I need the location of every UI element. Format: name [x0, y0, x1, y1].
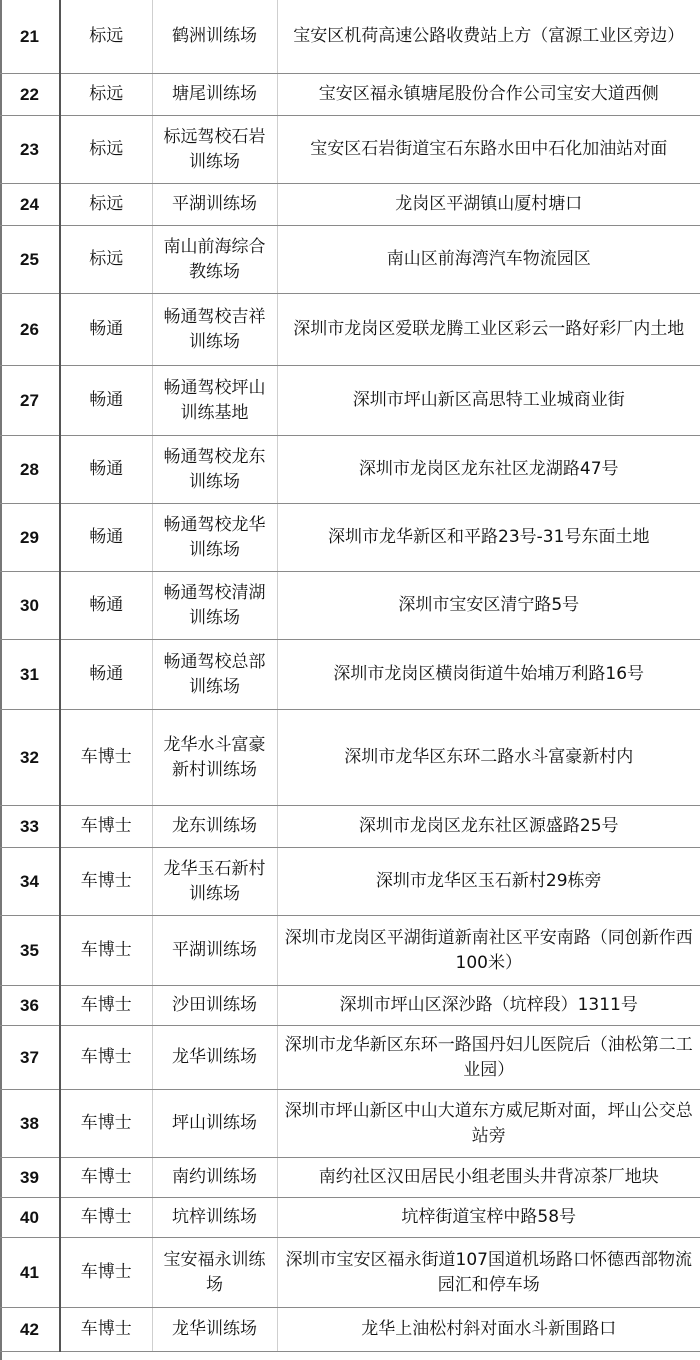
driving-school-cell: 车博士: [60, 848, 152, 916]
row-number-cell: 39: [0, 1158, 60, 1198]
row-number-cell: 41: [0, 1238, 60, 1308]
table-row: [0, 1158, 700, 1198]
row-number-cell: 26: [0, 294, 60, 366]
table-row: [0, 640, 700, 710]
address-cell: 深圳市坪山区深沙路（坑梓段）1311号: [277, 986, 700, 1026]
row-number-cell: 42: [0, 1308, 60, 1352]
table-row: [0, 116, 700, 184]
address-cell: 深圳市龙岗区龙东社区龙湖路47号: [277, 436, 700, 504]
row-number-cell: 38: [0, 1090, 60, 1158]
row-number-cell: 36: [0, 986, 60, 1026]
table-row: [0, 294, 700, 366]
driving-school-cell: 畅通: [60, 294, 152, 366]
row-number-cell: 24: [0, 184, 60, 226]
row-number-cell: 23: [0, 116, 60, 184]
table-row: [0, 986, 700, 1026]
row-number-cell: 32: [0, 710, 60, 806]
row-number-cell: 34: [0, 848, 60, 916]
row-number-cell: 22: [0, 74, 60, 116]
table-row: [0, 0, 700, 74]
table-row: [0, 916, 700, 986]
training-site-cell: 畅通驾校龙东训练场: [152, 436, 277, 504]
training-site-cell: 龙东训练场: [152, 806, 277, 848]
table-row: [0, 1198, 700, 1238]
address-cell: 深圳市龙华新区东环一路国丹妇儿医院后（油松第二工业园）: [277, 1026, 700, 1090]
driving-school-cell: 车博士: [60, 1158, 152, 1198]
training-site-cell: 坑梓训练场: [152, 1198, 277, 1238]
address-cell: 宝安区机荷高速公路收费站上方（富源工业区旁边）: [277, 0, 700, 74]
table-row: [0, 74, 700, 116]
training-site-cell: 塘尾训练场: [152, 74, 277, 116]
driving-school-cell: 畅通: [60, 366, 152, 436]
training-site-cell: 畅通驾校总部训练场: [152, 640, 277, 710]
driving-school-cell: 畅通: [60, 572, 152, 640]
row-number-cell: 35: [0, 916, 60, 986]
row-number-cell: 29: [0, 504, 60, 572]
driving-school-cell: 标远: [60, 184, 152, 226]
address-cell: 坑梓街道宝梓中路58号: [277, 1198, 700, 1238]
driving-school-cell: 车博士: [60, 986, 152, 1026]
training-site-cell: 龙华训练场: [152, 1026, 277, 1090]
training-site-cell: 畅通驾校吉祥训练场: [152, 294, 277, 366]
table-row: [0, 436, 700, 504]
row-number-cell: 30: [0, 572, 60, 640]
training-site-cell: 宝安福永训练场: [152, 1238, 277, 1308]
driving-school-cell: 车博士: [60, 916, 152, 986]
table-row: [0, 710, 700, 806]
driving-school-cell: 畅通: [60, 640, 152, 710]
training-site-cell: 标远驾校石岩训练场: [152, 116, 277, 184]
training-site-cell: 平湖训练场: [152, 916, 277, 986]
address-cell: 龙岗区平湖镇山厦村塘口: [277, 184, 700, 226]
row-number-cell: 33: [0, 806, 60, 848]
row-number-cell: 27: [0, 366, 60, 436]
training-site-cell: 平湖训练场: [152, 184, 277, 226]
training-site-cell: 沙田训练场: [152, 986, 277, 1026]
table-row: [0, 1238, 700, 1308]
table-row: [0, 1090, 700, 1158]
table-row: [0, 848, 700, 916]
address-cell: 宝安区福永镇塘尾股份合作公司宝安大道西侧: [277, 74, 700, 116]
address-cell: 深圳市龙岗区平湖街道新南社区平安南路（同创新作西100米）: [277, 916, 700, 986]
driving-school-cell: 车博士: [60, 1238, 152, 1308]
training-site-cell: 南约训练场: [152, 1158, 277, 1198]
training-site-cell: 畅通驾校坪山训练基地: [152, 366, 277, 436]
driving-school-cell: 车博士: [60, 806, 152, 848]
address-cell: 深圳市龙岗区龙东社区源盛路25号: [277, 806, 700, 848]
training-site-cell: 龙华水斗富豪新村训练场: [152, 710, 277, 806]
driving-school-cell: 标远: [60, 116, 152, 184]
row-number-cell: 37: [0, 1026, 60, 1090]
driving-school-cell: 车博士: [60, 1090, 152, 1158]
row-number-cell: 28: [0, 436, 60, 504]
row-number-cell: 25: [0, 226, 60, 294]
address-cell: 深圳市龙华区玉石新村29栋旁: [277, 848, 700, 916]
training-site-cell: 畅通驾校龙华训练场: [152, 504, 277, 572]
training-site-cell: 畅通驾校清湖训练场: [152, 572, 277, 640]
address-cell: 深圳市坪山新区高思特工业城商业街: [277, 366, 700, 436]
driving-school-cell: 标远: [60, 226, 152, 294]
table-row: [0, 1026, 700, 1090]
driving-school-cell: 车博士: [60, 1026, 152, 1090]
table-row: [0, 184, 700, 226]
training-site-cell: 南山前海综合教练场: [152, 226, 277, 294]
address-cell: 龙华上油松村斜对面水斗新围路口: [277, 1308, 700, 1352]
training-site-cell: 鹤洲训练场: [152, 0, 277, 74]
row-number-cell: 21: [0, 0, 60, 74]
address-cell: 深圳市坪山新区中山大道东方威尼斯对面，坪山公交总站旁: [277, 1090, 700, 1158]
training-site-cell: 龙华玉石新村训练场: [152, 848, 277, 916]
table-row: [0, 1308, 700, 1352]
training-site-cell: 龙华训练场: [152, 1308, 277, 1352]
driving-school-cell: 标远: [60, 0, 152, 74]
address-cell: 深圳市宝安区福永街道107国道机场路口怀德西部物流园汇和停车场: [277, 1238, 700, 1308]
address-cell: 宝安区石岩街道宝石东路水田中石化加油站对面: [277, 116, 700, 184]
table-row: [0, 366, 700, 436]
address-cell: 深圳市龙华区东环二路水斗富豪新村内: [277, 710, 700, 806]
training-site-cell: 坪山训练场: [152, 1090, 277, 1158]
table-row: [0, 226, 700, 294]
driving-school-cell: 车博士: [60, 710, 152, 806]
driving-school-cell: 标远: [60, 74, 152, 116]
address-cell: 深圳市龙华新区和平路23号-31号东面土地: [277, 504, 700, 572]
driving-school-cell: 畅通: [60, 436, 152, 504]
address-cell: 南山区前海湾汽车物流园区: [277, 226, 700, 294]
address-cell: 南约社区汉田居民小组老围头井背凉茶厂地块: [277, 1158, 700, 1198]
table-row: [0, 806, 700, 848]
driving-school-cell: 车博士: [60, 1198, 152, 1238]
address-cell: 深圳市龙岗区爱联龙腾工业区彩云一路好彩厂内土地: [277, 294, 700, 366]
row-number-cell: 40: [0, 1198, 60, 1238]
row-number-cell: 31: [0, 640, 60, 710]
driving-school-cell: 畅通: [60, 504, 152, 572]
driving-school-cell: 车博士: [60, 1308, 152, 1352]
table-row: [0, 572, 700, 640]
address-cell: 深圳市龙岗区横岗街道牛始埔万利路16号: [277, 640, 700, 710]
table-row: [0, 504, 700, 572]
address-cell: 深圳市宝安区清宁路5号: [277, 572, 700, 640]
